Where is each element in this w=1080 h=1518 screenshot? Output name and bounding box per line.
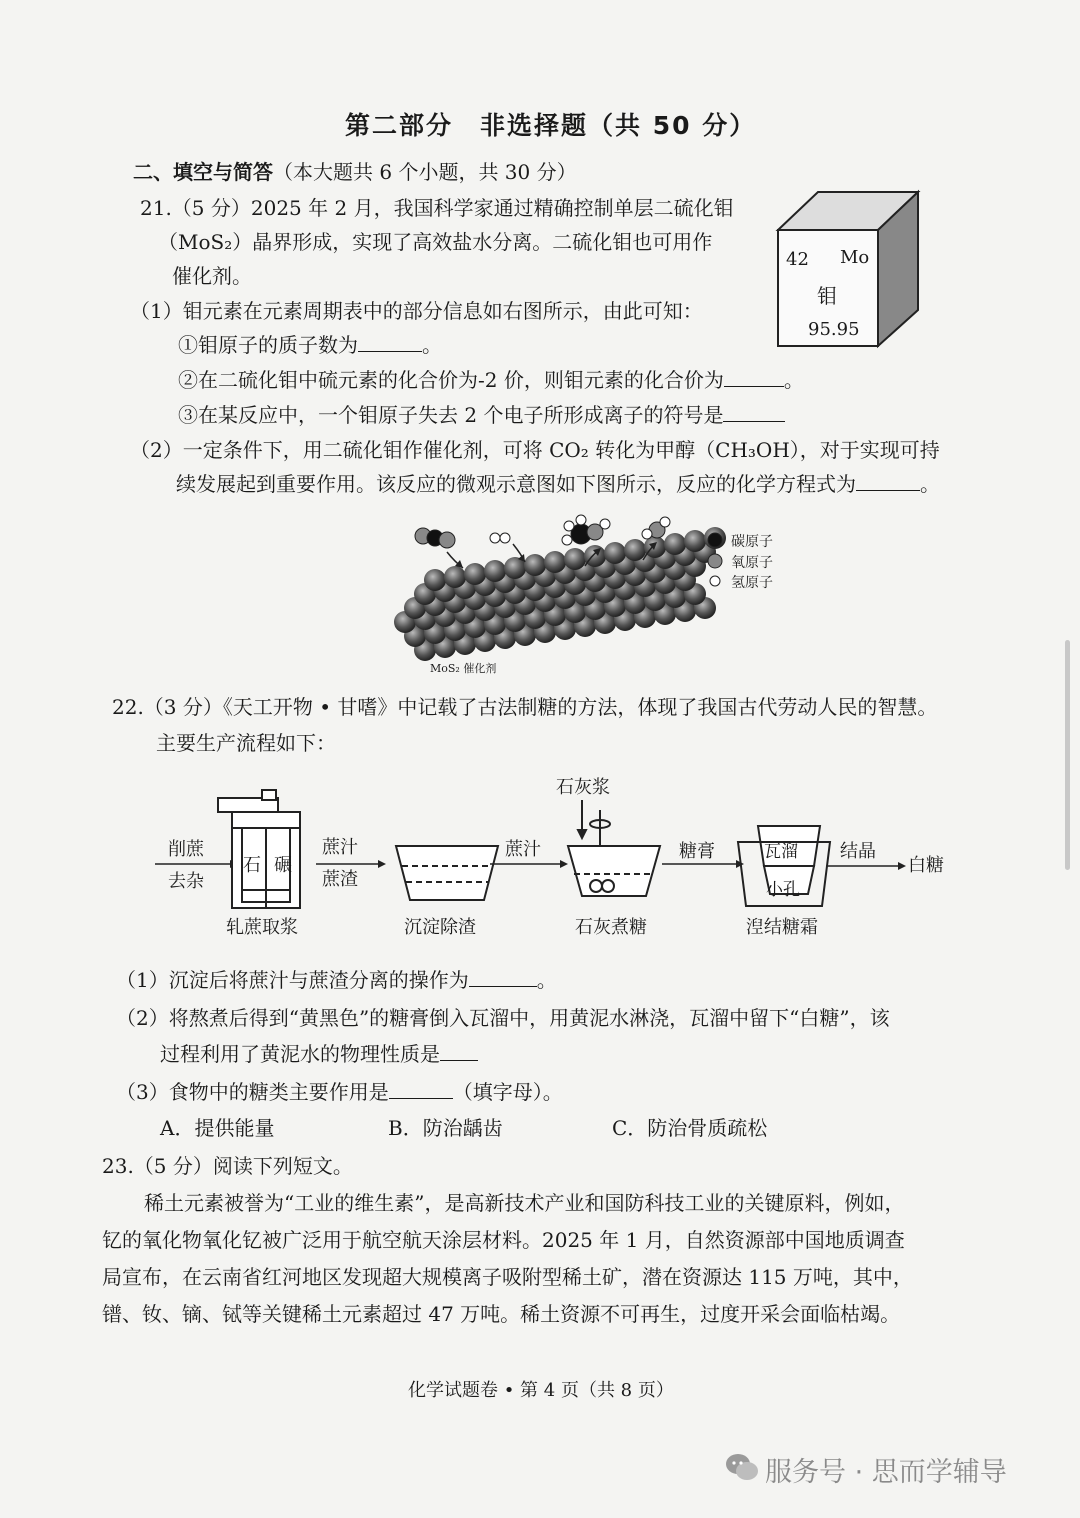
flow-step-2: 沉淀除渣 xyxy=(404,917,476,938)
q22-part2-line2 xyxy=(160,1040,478,1068)
q21-part2-line2 xyxy=(176,470,940,498)
q21-part1-a-text: ①钼原子的质子数为 xyxy=(178,333,358,357)
element-name: 钼 xyxy=(817,284,837,308)
arrow-head-icon xyxy=(378,860,386,868)
sugar-flow-diagram xyxy=(150,770,950,930)
legend-oxygen: 氧原子 xyxy=(731,555,773,571)
q21-part2-line2-end: 。 xyxy=(920,472,940,496)
q21-part1-c-text: ③在某反应中，一个钼原子失去 2 个电子所形成离子的符号是 xyxy=(178,403,724,427)
answer-blank-q22-3[interactable] xyxy=(389,1080,453,1099)
lime-boiling-pot xyxy=(568,800,660,896)
q21-part1-a-end: 。 xyxy=(422,333,442,357)
answer-blank-2[interactable] xyxy=(856,472,920,491)
catalyst-label: MoS₂ 催化剂 xyxy=(430,662,497,675)
q22-part2-line2-text: 过程利用了黄泥水的物理性质是 xyxy=(160,1042,440,1066)
catalyst-atom xyxy=(544,551,566,573)
q21-part2-line1: （2）一定条件下，用二硫化钼作催化剂，可将 CO₂ 转化为甲醇（CH₃OH），对于实现可持 xyxy=(130,438,940,462)
arrow-head-icon xyxy=(560,860,568,868)
legend-carbon: 碳原子 xyxy=(731,534,773,550)
q23-line2: 稀土元素被誉为“工业的维生素”，是高新技术产业和国防科技工业的关键原料，例如， xyxy=(144,1191,905,1215)
q22-part3-text: （3）食物中的糖类主要作用是 xyxy=(116,1080,389,1104)
settling-basin xyxy=(396,846,498,900)
pot-top-label: 瓦溜 xyxy=(764,842,798,862)
catalyst-atom xyxy=(464,563,486,585)
chat-bubble-icon xyxy=(724,1451,760,1483)
q21-line1: 21.（5 分）2025 年 2 月，我国科学家通过精确控制单层二硫化钼 xyxy=(140,196,734,220)
answer-blank-q22-1[interactable] xyxy=(469,968,537,987)
q23-line3: 钇的氧化物氧化钇被广泛用于航空航天涂层材料。2025 年 1 月，自然资源部中国地质调查 xyxy=(102,1228,905,1252)
element-number: 42 xyxy=(786,249,809,270)
q21-part1-c xyxy=(178,401,785,429)
flow-step-4: 湼结糖霜 xyxy=(746,917,818,938)
option-a: A．提供能量 xyxy=(160,1116,275,1140)
carbon-legend-icon xyxy=(708,533,722,547)
q21-line2: （MoS₂）晶界形成，实现了高效盐水分离。二硫化钼也可用作 xyxy=(158,230,713,254)
q22-part3 xyxy=(116,1078,563,1106)
q21-part1: （1）钼元素在元素周期表中的部分信息如右图所示，由此可知： xyxy=(130,299,703,323)
element-mass: 95.95 xyxy=(808,319,860,340)
flow-juice-label: 蔗汁 xyxy=(505,839,541,860)
section-label: 二、填空与简答 xyxy=(133,160,273,184)
scrollbar[interactable] xyxy=(1065,640,1070,870)
catalyst-atom xyxy=(624,539,646,561)
arrow-head-icon xyxy=(898,862,906,870)
water-molecule xyxy=(642,517,670,539)
q22-part2-line1: （2）将熬煮后得到“黄黑色”的糖膏倒入瓦溜中，用黄泥水淋浇，瓦溜中留下“白糖”，该 xyxy=(116,1006,890,1030)
pot-bottom-label: 小孔 xyxy=(766,880,800,900)
co2-molecule xyxy=(415,528,455,548)
hydrogen-legend-icon xyxy=(710,576,720,586)
methanol-molecule xyxy=(562,515,610,545)
q22-part1-text: （1）沉淀后将蔗汁与蔗渣分离的操作为 xyxy=(116,968,469,992)
catalyst-atom xyxy=(684,530,706,552)
element-symbol: Mo xyxy=(840,247,870,268)
answer-blank-1a[interactable] xyxy=(358,333,422,352)
legend-hydrogen: 氢原子 xyxy=(731,575,773,591)
page-footer: 化学试题卷 • 第 4 页（共 8 页） xyxy=(408,1380,674,1401)
q22-part1 xyxy=(116,966,557,994)
q22-line2: 主要生产流程如下： xyxy=(156,731,336,755)
q21-line3: 催化剂。 xyxy=(172,264,252,288)
flow-crystal-label: 结晶 xyxy=(840,841,876,862)
section-heading xyxy=(133,158,577,186)
answer-blank-q22-2[interactable] xyxy=(440,1042,478,1061)
flow-output-bagasse: 蔗渣 xyxy=(322,869,358,890)
q21-part1-a xyxy=(178,331,442,359)
q21-part1-b xyxy=(178,366,804,394)
flow-paste-label: 糖膏 xyxy=(679,841,715,862)
q22-part1-end: 。 xyxy=(536,968,557,992)
q21-part1-b-text: ②在二硫化钼中硫元素的化合价为-2 价，则钼元素的化合价为 xyxy=(178,368,724,392)
q22-part3-end: （填字母）。 xyxy=(452,1080,563,1104)
catalyst-atom xyxy=(444,566,466,588)
flow-lime-label: 石灰浆 xyxy=(556,777,610,798)
catalyst-atom xyxy=(664,533,686,555)
q23-line5: 镨、钕、镝、铽等关键稀土元素超过 47 万吨。稀土资源不可再生，过度开采会面临枯竭。 xyxy=(102,1302,901,1326)
h2-molecule xyxy=(490,533,510,543)
watermark-text: 服务号 · 思而学辅导 xyxy=(765,1457,1007,1488)
press-label-a: 石 xyxy=(243,855,261,876)
option-b: B．防治龋齿 xyxy=(388,1116,503,1140)
press-label-b: 碾 xyxy=(274,855,292,876)
q23-line4: 局宣布，在云南省红河地区发现超大规模离子吸附型稀土矿，潜在资源达 115 万吨，其中， xyxy=(102,1265,913,1289)
q21-part2-line2-text: 续发展起到重要作用。该反应的微观示意图如下图所示，反应的化学方程式为 xyxy=(176,472,856,496)
answer-blank-1b[interactable] xyxy=(724,368,784,387)
flow-input-1: 削蔗 xyxy=(168,839,204,860)
flow-step-3: 石灰煮糖 xyxy=(575,917,647,938)
catalyst-atom xyxy=(484,560,506,582)
answer-blank-1c[interactable] xyxy=(723,403,785,422)
q21-part1-b-end: 。 xyxy=(783,368,804,392)
option-c: C．防治骨质疏松 xyxy=(612,1116,768,1140)
flow-input-2: 去杂 xyxy=(168,871,204,892)
catalyst-atom xyxy=(424,569,446,591)
section-note: （本大题共 6 个小题，共 30 分） xyxy=(273,160,577,184)
flow-output-juice: 蔗汁 xyxy=(322,837,358,858)
oxygen-legend-icon xyxy=(708,554,722,568)
flow-step-1: 轧蔗取浆 xyxy=(226,917,298,938)
q23-line1: 23.（5 分）阅读下列短文。 xyxy=(102,1154,353,1178)
q22-line1: 22.（3 分）《天工开物 • 甘嗜》中记载了古法制糖的方法，体现了我国古代劳动人民的智慧。 xyxy=(112,695,938,719)
catalyst-atom xyxy=(564,548,586,570)
catalyst-atom xyxy=(524,554,546,576)
flow-product-label: 白糖 xyxy=(908,855,944,876)
part-title: 第二部分 非选择题（共 50 分） xyxy=(345,111,757,140)
catalyst-atom xyxy=(604,542,626,564)
press-device xyxy=(218,790,300,908)
